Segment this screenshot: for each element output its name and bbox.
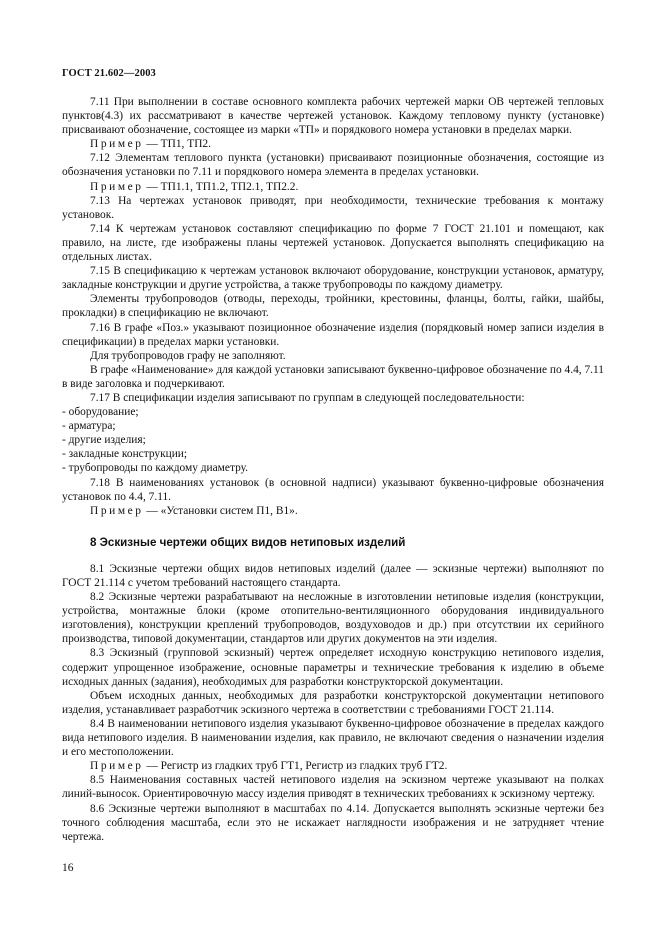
example-8-4: [62, 759, 604, 773]
list-item: - оборудование;: [62, 406, 139, 419]
paragraph-7-13: 7.13 На чертежах установок приводят, при необходимости, технические требования к монтажу установок.: [62, 194, 604, 221]
list-item: - закладные конструкции;: [62, 448, 188, 461]
paragraph-7-15-elements: Элементы трубопроводов (отводы, переходы, тройники, крестовины, фланцы, болты, гайки, шайбы, прокладки) в спецификацию не включают.: [62, 293, 604, 320]
list-item: - трубопроводы по каждому диаметру.: [62, 462, 249, 475]
example-label: Пример: [90, 180, 144, 193]
example-7-12: [62, 180, 604, 194]
example-7-18: [62, 504, 604, 518]
paragraph-8-5: 8.5 Наименования составных частей нетипового изделия на эскизном чертеже указывают на полках линий-выносок. Ориентировочную массу изделия приводят в технических требованиях к эскизному чертежу.: [62, 774, 604, 801]
paragraph-8-4: 8.4 В наименовании нетипового изделия указывают буквенно-цифровое обозначение в пределах каждого вида нетипового изделия. В наименовании изделия, как правило, не включают сведения о назначении изделия и его местоположении.: [62, 717, 604, 759]
example-text: — «Установки систем П1, В1».: [143, 504, 298, 517]
paragraph-7-12: 7.12 Элементам теплового пункта (установки) присваивают позиционные обозначения, состоящие из обозначения установки по 7.11 и порядкового номера элемента в пределах установки.: [62, 152, 604, 179]
paragraph-8-3-volume: Объем исходных данных, необходимых для разработки конструкторской документации нетипового изделия, устанавливает разработчик эскизного чертежа в соответствии с требованиями ГОСТ 21.114.: [62, 689, 604, 716]
paragraph-8-2: 8.2 Эскизные чертежи разрабатывают на несложные в изготовлении нетиповые изделия (конструкции, устройства, монтажные блоки (кроме отопительно-вентиляционного оборудования индивидуального изготовления), конструкции креплений трубопроводов, воздуховодов и др.) при отсутствии их серийного производства, типовой документации, стандартов или других документов на эти изделия.: [62, 591, 604, 646]
example-label: Пример: [90, 138, 144, 151]
paragraph-7-15: 7.15 В спецификацию к чертежам установок включают оборудование, конструкции установок, арматуру, закладные конструкции и другие устройства, а также трубопроводы по каждому диаметру.: [62, 265, 604, 292]
document-body: [62, 95, 604, 844]
example-7-11: [62, 137, 604, 151]
example-text: — ТП1, ТП2.: [143, 138, 211, 151]
paragraph-7-18: 7.18 В наименованиях установок (в основной надписи) указывают буквенно-цифровые обозначения установок по 4.4, 7.11.: [62, 476, 604, 503]
list-item: - другие изделия;: [62, 434, 146, 447]
document-header: ГОСТ 21.602—2003: [62, 68, 156, 79]
paragraph-7-11: 7.11 При выполнении в составе основного комплекта рабочих чертежей марки ОВ чертежей тепловых пунктов(4.3) их рассматривают в качестве чертежей установок. Каждому тепловому пункту (установке) присваивают обозначение, состоящее из марки «ТП» и порядкового номера установки в пределах марки.: [62, 96, 604, 137]
paragraph-8-3: 8.3 Эскизный (групповой эскизный) чертеж определяет исходную конструкцию нетипового изделия, содержит упрощенное изображение, основные параметры и технические требования к изделию в объеме исходных данных (задания), необходимых для разработки конструкторской документации.: [62, 647, 604, 688]
paragraph-7-17: 7.17 В спецификации изделия записывают по группам в следующей последовательности:: [90, 391, 525, 404]
paragraph-7-16-name-column: В графе «Наименование» для каждой установки записывают буквенно-цифровое обозначение по 4.4, 7.11 в виде заголовка и подчеркивают.: [62, 363, 604, 390]
paragraph-8-1: 8.1 Эскизные чертежи общих видов нетиповых изделий (далее — эскизные чертежи) выполняют по ГОСТ 21.114 с учетом требований настоящего стандарта.: [62, 562, 604, 589]
example-text: — Регистр из гладких труб ГТ1, Регистр из гладких труб ГТ2.: [143, 760, 448, 773]
paragraph-7-16-pipes: Для трубопроводов графу не заполняют.: [90, 349, 286, 362]
example-label: Пример: [90, 504, 144, 517]
list-item: - арматура;: [62, 420, 116, 433]
document-page: [62, 0, 604, 935]
example-text: — ТП1.1, ТП1.2, ТП2.1, ТП2.2.: [143, 180, 299, 193]
paragraph-7-14: 7.14 К чертежам установок составляют спецификацию по форме 7 ГОСТ 21.101 и помещают, как правило, на листе, где изображены планы чертежей установок. Допускается выполнять спецификацию на отдельных листах.: [62, 222, 604, 264]
example-label: Пример: [90, 760, 144, 773]
paragraph-7-16: 7.16 В графе «Поз.» указывают позиционное обозначение изделия (порядковый номер записи изделия в спецификации) в пределах марки установки.: [62, 321, 604, 348]
page-number: 16: [62, 862, 74, 874]
section-8-title: 8 Эскизные чертежи общих видов нетиповых изделий: [90, 535, 406, 549]
paragraph-8-6: 8.6 Эскизные чертежи выполняют в масштабах по 4.14. Допускается выполнять эскизные чертежи без точного соблюдения масштаба, если это не искажает наглядности изображения и не затрудняет чтение чертежа.: [62, 802, 604, 843]
